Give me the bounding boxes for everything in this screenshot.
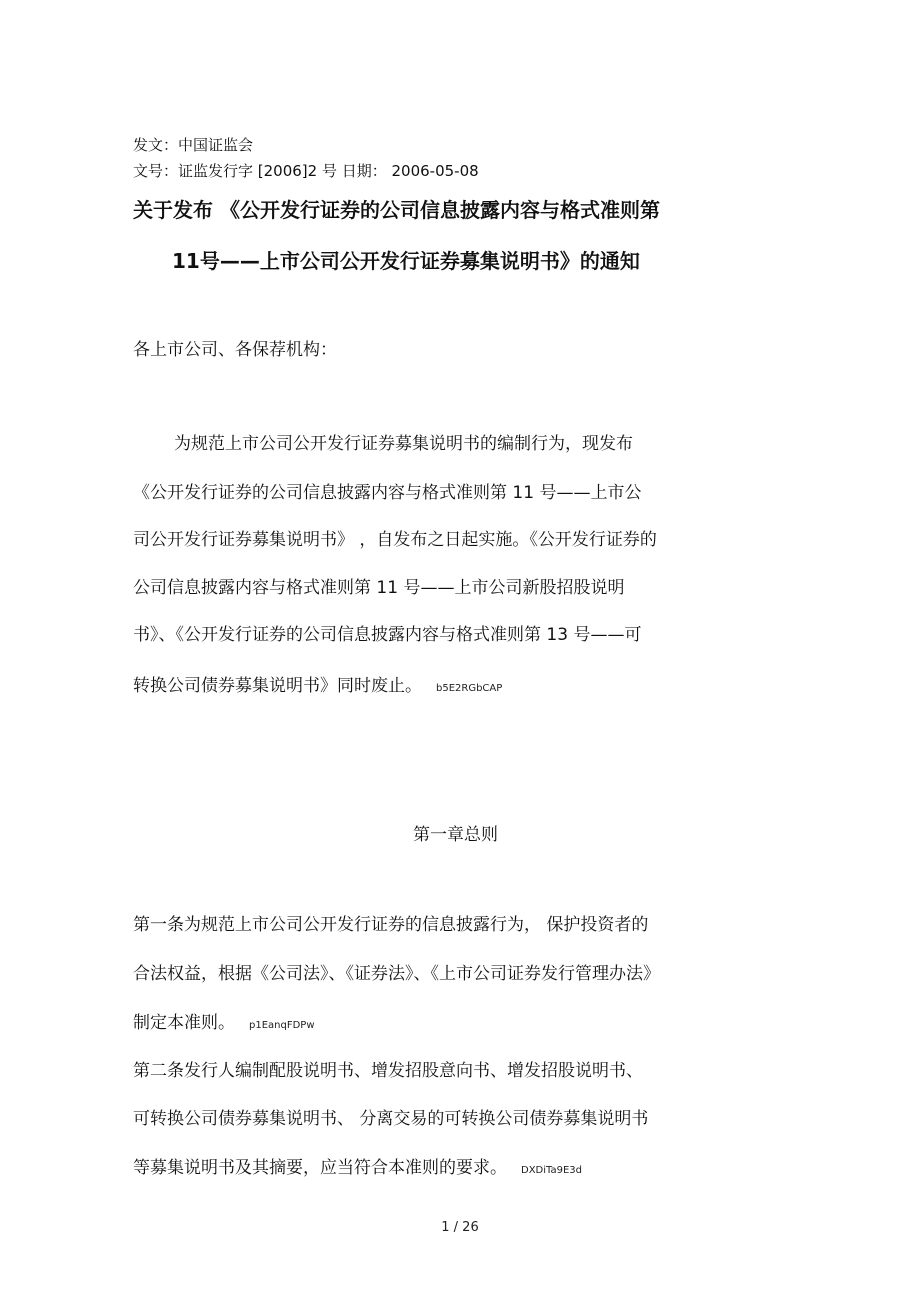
article-2-line: 第二条发行人编制配股说明书、增发招股意向书、增发招股说明书、: [133, 1061, 643, 1081]
article-2-line: 可转换公司债券募集说明书、 分离交易的可转换公司债券募集说明书: [133, 1109, 649, 1129]
intro-line: 司公开发行证券募集说明书》 ，自发布之日起实施。《公开发行证券的: [133, 530, 657, 550]
page-number: 1 / 26: [441, 1220, 479, 1235]
intro-text: 转换公司债券募集说明书》同时废止。: [133, 676, 422, 696]
notice-title-line-2: 11号——上市公司公开发行证券募集说明书》的通知: [172, 249, 640, 273]
salutation: 各上市公司、各保荐机构：: [133, 340, 337, 360]
article-2-line-last: [133, 1157, 582, 1182]
article-1-line-last: [133, 1012, 315, 1037]
chapter-title: 第一章总则: [413, 825, 498, 845]
doc-number-date-line: 文号：证监发行字 [2006]2 号 日期： 2006-05-08: [133, 162, 479, 180]
notice-title-line-1: 关于发布 《公开发行证券的公司信息披露内容与格式准则第: [133, 198, 660, 222]
article-2-text: 等募集说明书及其摘要，应当符合本准则的要求。: [133, 1158, 507, 1178]
intro-line-last: [133, 675, 502, 700]
intro-line: 《公开发行证券的公司信息披露内容与格式准则第 11 号——上市公: [133, 483, 642, 503]
intro-line: 为规范上市公司公开发行证券募集说明书的编制行为，现发布: [174, 434, 633, 454]
article-1-text: 制定本准则。: [133, 1013, 235, 1033]
article-1-line: 合法权益，根据《公司法》、《证券法》、《上市公司证券发行管理办法》: [133, 964, 660, 984]
article-1-line: 第一条为规范上市公司公开发行证券的信息披露行为， 保护投资者的: [133, 915, 649, 935]
issuer-line: 发文：中国证监会: [133, 136, 254, 154]
intro-line: 书》、《公开发行证券的公司信息披露内容与格式准则第 13 号——可: [133, 625, 642, 645]
reference-code: DXDiTa9E3d: [521, 1165, 583, 1176]
reference-code: p1EanqFDPw: [249, 1020, 315, 1031]
intro-line: 公司信息披露内容与格式准则第 11 号——上市公司新股招股说明: [133, 578, 625, 598]
reference-code: b5E2RGbCAP: [436, 683, 503, 694]
